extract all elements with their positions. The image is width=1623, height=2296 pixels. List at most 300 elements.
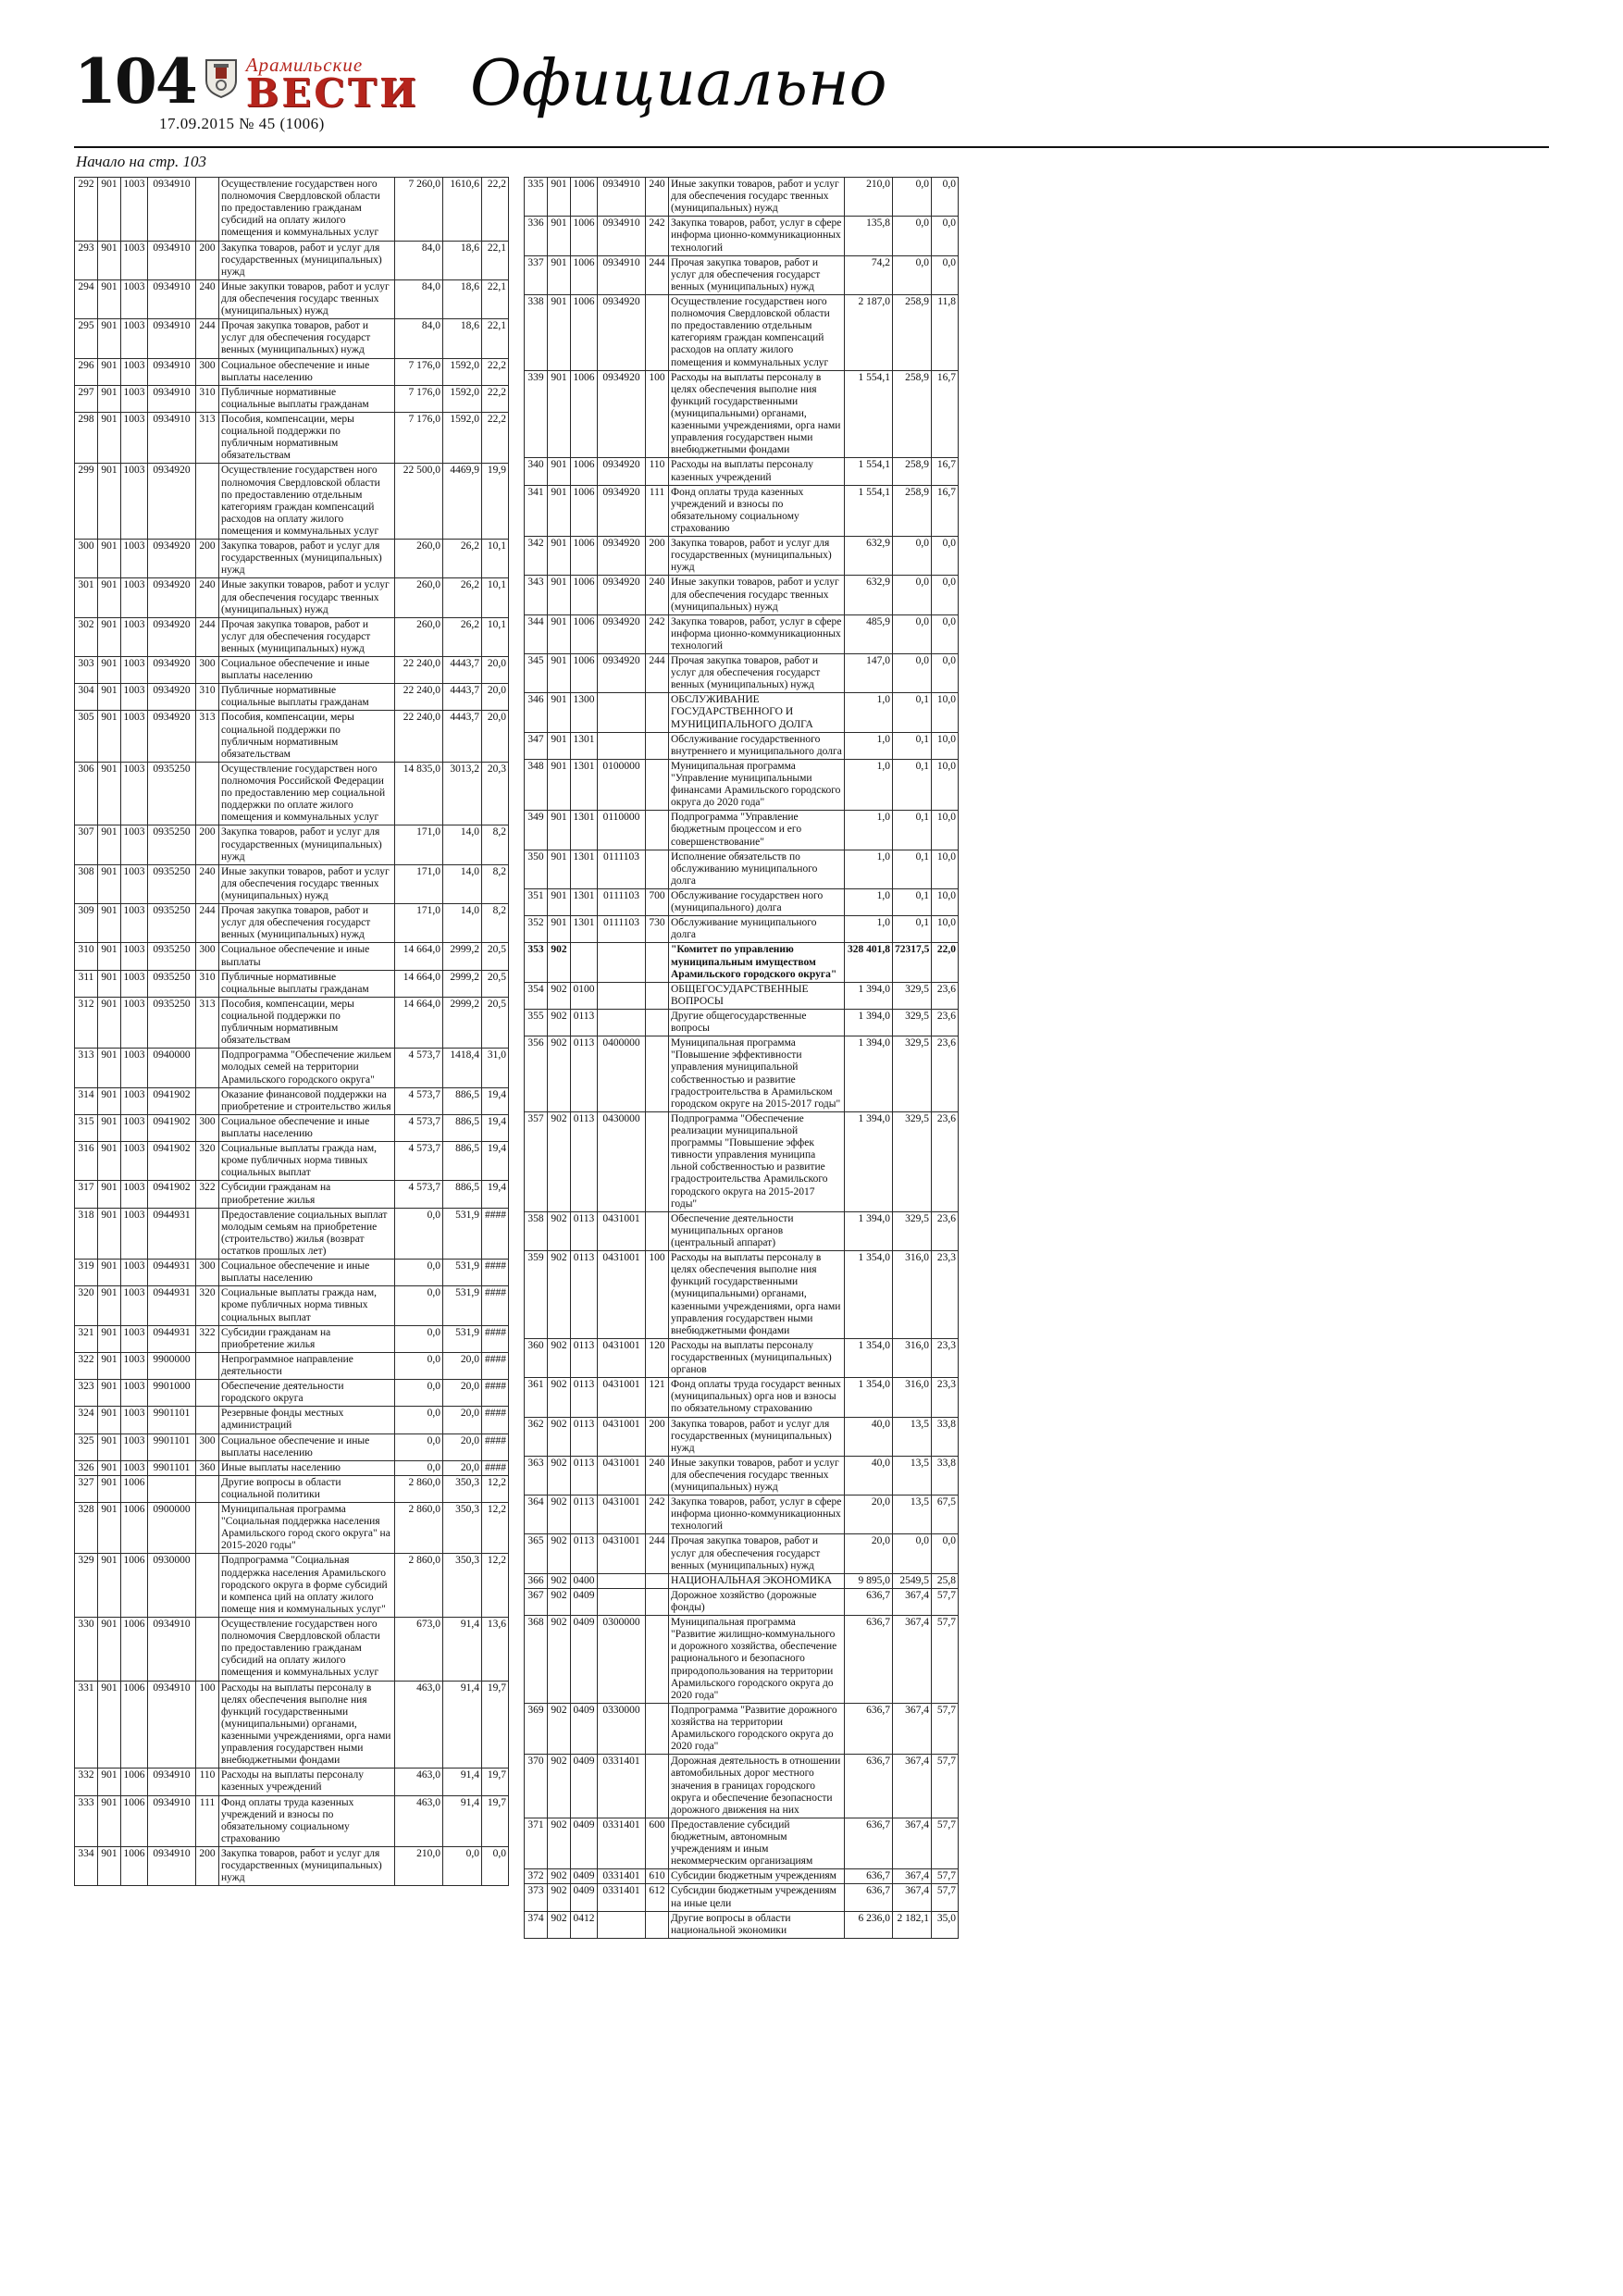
- table-row: [75, 617, 509, 656]
- fact-value-cell: 0,1: [893, 732, 932, 759]
- target-article-cell: 0900000: [148, 1503, 196, 1554]
- section-code-cell: 1003: [121, 762, 148, 825]
- section-code-cell: 1301: [571, 732, 598, 759]
- expense-type-cell: [646, 850, 669, 888]
- table-row: [75, 241, 509, 279]
- grbs-code-cell: 901: [98, 711, 121, 762]
- name-cell: Прочая закупка товаров, работ и услуг для обеспечения государст венных (муниципальных) нужд: [669, 255, 845, 294]
- table-row: [525, 1818, 959, 1868]
- fact-value-cell: 367,4: [893, 1818, 932, 1868]
- row-number-cell: 324: [75, 1407, 98, 1433]
- row-number-cell: 314: [75, 1087, 98, 1114]
- section-code-cell: 1006: [571, 654, 598, 693]
- target-article-cell: 0331401: [598, 1818, 646, 1868]
- percent-cell: 19,7: [482, 1769, 509, 1795]
- row-number-cell: 335: [525, 178, 548, 217]
- name-cell: Социальное обеспечение и иные выплаты: [219, 943, 395, 970]
- fact-value-cell: 0,0: [893, 178, 932, 217]
- target-article-cell: 0934910: [598, 178, 646, 217]
- percent-cell: 57,7: [932, 1703, 959, 1754]
- expense-type-cell: 110: [196, 1769, 219, 1795]
- grbs-code-cell: 901: [98, 1049, 121, 1087]
- percent-cell: 22,1: [482, 241, 509, 279]
- target-article-cell: 0934910: [148, 385, 196, 412]
- table-row: [75, 279, 509, 318]
- row-number-cell: 329: [75, 1554, 98, 1618]
- target-article-cell: 0941902: [148, 1114, 196, 1141]
- percent-cell: 16,7: [932, 485, 959, 536]
- name-cell: Прочая закупка товаров, работ и услуг для обеспечения государст венных (муниципальных) нужд: [219, 617, 395, 656]
- budget-table-right: [524, 177, 959, 1939]
- expense-type-cell: [646, 732, 669, 759]
- name-cell: Осуществление государствен ного полномочия Российской Федерации по предоставлению мер социальной поддержки по оплате жилого помещения и коммунальных услуг: [219, 762, 395, 825]
- fact-value-cell: 2549,5: [893, 1573, 932, 1588]
- target-article-cell: 0944931: [148, 1325, 196, 1352]
- row-number-cell: 368: [525, 1616, 548, 1704]
- row-number-cell: 339: [525, 370, 548, 458]
- name-cell: Фонд оплаты труда казенных учреждений и взносы по обязательному социальному страхованию: [219, 1795, 395, 1846]
- expense-type-cell: 100: [646, 1251, 669, 1339]
- percent-cell: 57,7: [932, 1616, 959, 1704]
- name-cell: НАЦИОНАЛЬНАЯ ЭКОНОМИКА: [669, 1573, 845, 1588]
- plan-value-cell: 632,9: [845, 576, 893, 614]
- fact-value-cell: 20,0: [443, 1352, 482, 1379]
- fact-value-cell: 329,5: [893, 1111, 932, 1211]
- fact-value-cell: 329,5: [893, 1010, 932, 1036]
- grbs-code-cell: 901: [98, 825, 121, 864]
- row-number-cell: 347: [525, 732, 548, 759]
- percent-cell: 19,7: [482, 1795, 509, 1846]
- target-article-cell: [148, 1475, 196, 1502]
- table-row: [525, 576, 959, 614]
- budget-table-left: [74, 177, 509, 1886]
- plan-value-cell: 485,9: [845, 614, 893, 653]
- plan-value-cell: 260,0: [395, 540, 443, 578]
- grbs-code-cell: 901: [548, 537, 571, 576]
- row-number-cell: 366: [525, 1573, 548, 1588]
- target-article-cell: 0934910: [148, 1847, 196, 1886]
- section-code-cell: 0113: [571, 1338, 598, 1377]
- paper-name-big: ВЕСТИ: [245, 70, 419, 116]
- section-code-cell: 1003: [121, 464, 148, 540]
- name-cell: Социальные выплаты гражда нам, кроме публичных норма тивных социальных выплат: [219, 1142, 395, 1181]
- plan-value-cell: 1,0: [845, 889, 893, 916]
- fact-value-cell: 0,1: [893, 889, 932, 916]
- section-code-cell: 1003: [121, 279, 148, 318]
- section-code-cell: 1003: [121, 943, 148, 970]
- grbs-code-cell: 901: [98, 412, 121, 463]
- table-row: [75, 1554, 509, 1618]
- target-article-cell: 0331401: [598, 1755, 646, 1818]
- plan-value-cell: 1,0: [845, 916, 893, 943]
- row-number-cell: 310: [75, 943, 98, 970]
- table-row: [75, 1681, 509, 1769]
- fact-value-cell: 886,5: [443, 1181, 482, 1208]
- section-code-cell: 1006: [571, 485, 598, 536]
- percent-cell: ####: [482, 1208, 509, 1259]
- fact-value-cell: 0,1: [893, 759, 932, 810]
- percent-cell: 23,3: [932, 1378, 959, 1417]
- name-cell: Публичные нормативные социальные выплаты гражданам: [219, 684, 395, 711]
- target-article-cell: [598, 1010, 646, 1036]
- expense-type-cell: [646, 943, 669, 982]
- section-code-cell: 1301: [571, 889, 598, 916]
- expense-type-cell: [646, 1111, 669, 1211]
- fact-value-cell: 367,4: [893, 1869, 932, 1884]
- fact-value-cell: 258,9: [893, 370, 932, 458]
- percent-cell: ####: [482, 1380, 509, 1407]
- row-number-cell: 362: [525, 1417, 548, 1456]
- fact-value-cell: 91,4: [443, 1769, 482, 1795]
- table-row: [75, 1049, 509, 1087]
- expense-type-cell: 700: [646, 889, 669, 916]
- section-code-cell: 0409: [571, 1818, 598, 1868]
- expense-type-cell: [646, 693, 669, 732]
- plan-value-cell: 1 554,1: [845, 458, 893, 485]
- name-cell: Исполнение обязательств по обслуживанию муниципального долга: [669, 850, 845, 888]
- expense-type-cell: 360: [196, 1460, 219, 1475]
- name-cell: Осуществление государствен ного полномочия Свердловской области по предоставлению гражданам субсидий на оплату жилого помещения и коммунальных услуг: [219, 1618, 395, 1682]
- table-row: [525, 1588, 959, 1615]
- expense-type-cell: 244: [646, 1534, 669, 1573]
- section-code-cell: 1003: [121, 1380, 148, 1407]
- target-article-cell: 0431001: [598, 1338, 646, 1377]
- expense-type-cell: 200: [196, 540, 219, 578]
- table-row: [525, 811, 959, 850]
- section-code-cell: 1003: [121, 864, 148, 903]
- name-cell: Иные выплаты населению: [219, 1460, 395, 1475]
- section-code-cell: 1006: [121, 1475, 148, 1502]
- table-row: [75, 358, 509, 385]
- fact-value-cell: 367,4: [893, 1616, 932, 1704]
- fact-value-cell: 20,0: [443, 1380, 482, 1407]
- plan-value-cell: 2 860,0: [395, 1503, 443, 1554]
- table-row: [525, 1534, 959, 1573]
- table-row: [525, 1573, 959, 1588]
- expense-type-cell: 300: [196, 657, 219, 684]
- grbs-code-cell: 902: [548, 1703, 571, 1754]
- target-article-cell: 0110000: [598, 811, 646, 850]
- percent-cell: 57,7: [932, 1588, 959, 1615]
- section-code-cell: 1301: [571, 811, 598, 850]
- grbs-code-cell: 901: [548, 485, 571, 536]
- percent-cell: 23,6: [932, 1211, 959, 1250]
- grbs-code-cell: 902: [548, 1211, 571, 1250]
- percent-cell: 0,0: [932, 654, 959, 693]
- percent-cell: 20,0: [482, 711, 509, 762]
- grbs-code-cell: 901: [548, 294, 571, 370]
- plan-value-cell: 22 240,0: [395, 711, 443, 762]
- table-row: [75, 1352, 509, 1379]
- percent-cell: 10,0: [932, 811, 959, 850]
- percent-cell: 0,0: [932, 614, 959, 653]
- plan-value-cell: 14 835,0: [395, 762, 443, 825]
- target-article-cell: 0935250: [148, 864, 196, 903]
- expense-type-cell: [196, 1475, 219, 1502]
- row-number-cell: 338: [525, 294, 548, 370]
- grbs-code-cell: 902: [548, 1111, 571, 1211]
- expense-type-cell: [646, 1036, 669, 1112]
- plan-value-cell: 463,0: [395, 1795, 443, 1846]
- grbs-code-cell: 901: [98, 1795, 121, 1846]
- expense-type-cell: 240: [646, 178, 669, 217]
- table-row: [525, 370, 959, 458]
- grbs-code-cell: 902: [548, 1588, 571, 1615]
- fact-value-cell: 18,6: [443, 279, 482, 318]
- row-number-cell: 340: [525, 458, 548, 485]
- fact-value-cell: 350,3: [443, 1554, 482, 1618]
- target-article-cell: 0400000: [598, 1036, 646, 1112]
- row-number-cell: 308: [75, 864, 98, 903]
- fact-value-cell: 91,4: [443, 1681, 482, 1769]
- row-number-cell: 371: [525, 1818, 548, 1868]
- section-code-cell: 0409: [571, 1588, 598, 1615]
- fact-value-cell: 4469,9: [443, 464, 482, 540]
- target-article-cell: 0431001: [598, 1417, 646, 1456]
- section-code-cell: 1300: [571, 693, 598, 732]
- table-row: [525, 943, 959, 982]
- target-article-cell: 0111103: [598, 850, 646, 888]
- section-code-cell: 0113: [571, 1111, 598, 1211]
- percent-cell: 22,2: [482, 358, 509, 385]
- plan-value-cell: 171,0: [395, 864, 443, 903]
- plan-value-cell: 463,0: [395, 1769, 443, 1795]
- plan-value-cell: 1 394,0: [845, 982, 893, 1009]
- row-number-cell: 303: [75, 657, 98, 684]
- target-article-cell: 0100000: [598, 759, 646, 810]
- target-article-cell: 0934910: [148, 358, 196, 385]
- name-cell: Пособия, компенсации, меры социальной поддержки по публичным нормативным обязательствам: [219, 412, 395, 463]
- name-cell: Субсидии бюджетным учреждениям на иные цели: [669, 1884, 845, 1911]
- target-article-cell: 0934910: [148, 412, 196, 463]
- section-code-cell: 1003: [121, 241, 148, 279]
- row-number-cell: 305: [75, 711, 98, 762]
- name-cell: Резервные фонды местных администраций: [219, 1407, 395, 1433]
- row-number-cell: 306: [75, 762, 98, 825]
- table-row: [525, 1755, 959, 1818]
- section-code-cell: 1003: [121, 904, 148, 943]
- plan-value-cell: 1,0: [845, 850, 893, 888]
- plan-value-cell: 1,0: [845, 693, 893, 732]
- percent-cell: 16,7: [932, 370, 959, 458]
- percent-cell: 19,7: [482, 1681, 509, 1769]
- target-article-cell: 0935250: [148, 970, 196, 997]
- table-row: [525, 732, 959, 759]
- target-article-cell: 0934920: [148, 617, 196, 656]
- expense-type-cell: 322: [196, 1325, 219, 1352]
- name-cell: Публичные нормативные социальные выплаты гражданам: [219, 970, 395, 997]
- plan-value-cell: 210,0: [845, 178, 893, 217]
- grbs-code-cell: 901: [548, 759, 571, 810]
- expense-type-cell: [646, 811, 669, 850]
- name-cell: Подпрограмма "Управление бюджетным процессом и его совершенствование": [669, 811, 845, 850]
- fact-value-cell: 26,2: [443, 578, 482, 617]
- plan-value-cell: 6 236,0: [845, 1911, 893, 1938]
- name-cell: Подпрограмма "Обеспечение жильем молодых семей на территории Арамильского городского округа": [219, 1049, 395, 1087]
- grbs-code-cell: 901: [98, 1087, 121, 1114]
- percent-cell: 57,7: [932, 1755, 959, 1818]
- section-code-cell: 0113: [571, 1211, 598, 1250]
- expense-type-cell: [646, 1911, 669, 1938]
- fact-value-cell: 0,1: [893, 811, 932, 850]
- section-code-cell: 0113: [571, 1456, 598, 1495]
- row-number-cell: 328: [75, 1503, 98, 1554]
- grbs-code-cell: 902: [548, 1616, 571, 1704]
- plan-value-cell: 1 354,0: [845, 1251, 893, 1339]
- table-row: [75, 1286, 509, 1325]
- name-cell: ОБСЛУЖИВАНИЕ ГОСУДАРСТВЕННОГО И МУНИЦИПАЛЬНОГО ДОЛГА: [669, 693, 845, 732]
- name-cell: Пособия, компенсации, меры социальной поддержки по публичным нормативным обязательствам: [219, 711, 395, 762]
- name-cell: Социальное обеспечение и иные выплаты населению: [219, 657, 395, 684]
- row-number-cell: 367: [525, 1588, 548, 1615]
- plan-value-cell: 4 573,7: [395, 1142, 443, 1181]
- section-code-cell: 1003: [121, 1460, 148, 1475]
- table-row: [75, 970, 509, 997]
- section-code-cell: 0409: [571, 1703, 598, 1754]
- target-article-cell: 0431001: [598, 1534, 646, 1573]
- grbs-code-cell: 901: [548, 614, 571, 653]
- section-code-cell: 1003: [121, 1286, 148, 1325]
- grbs-code-cell: 901: [98, 1847, 121, 1886]
- section-code-cell: 1006: [121, 1554, 148, 1618]
- grbs-code-cell: 902: [548, 1534, 571, 1573]
- plan-value-cell: 14 664,0: [395, 970, 443, 997]
- percent-cell: ####: [482, 1460, 509, 1475]
- plan-value-cell: 135,8: [845, 217, 893, 255]
- table-row: [75, 1618, 509, 1682]
- expense-type-cell: [196, 464, 219, 540]
- grbs-code-cell: 901: [548, 889, 571, 916]
- expense-type-cell: 240: [646, 576, 669, 614]
- expense-type-cell: 610: [646, 1869, 669, 1884]
- row-number-cell: 297: [75, 385, 98, 412]
- grbs-code-cell: 901: [548, 916, 571, 943]
- table-row: [525, 255, 959, 294]
- target-article-cell: 0431001: [598, 1496, 646, 1534]
- section-code-cell: 1006: [121, 1618, 148, 1682]
- grbs-code-cell: 901: [98, 241, 121, 279]
- expense-type-cell: 200: [646, 537, 669, 576]
- target-article-cell: 0330000: [598, 1703, 646, 1754]
- plan-value-cell: 14 664,0: [395, 997, 443, 1048]
- expense-type-cell: 313: [196, 711, 219, 762]
- name-cell: Обслуживание государственного внутреннего и муниципального долга: [669, 732, 845, 759]
- expense-type-cell: 100: [646, 370, 669, 458]
- plan-value-cell: 20,0: [845, 1534, 893, 1573]
- target-article-cell: 0935250: [148, 943, 196, 970]
- plan-value-cell: 40,0: [845, 1417, 893, 1456]
- plan-value-cell: 7 176,0: [395, 412, 443, 463]
- expense-type-cell: [196, 178, 219, 242]
- table-row: [525, 217, 959, 255]
- plan-value-cell: 0,0: [395, 1460, 443, 1475]
- target-article-cell: [598, 1588, 646, 1615]
- fact-value-cell: 4443,7: [443, 684, 482, 711]
- fact-value-cell: 1592,0: [443, 358, 482, 385]
- target-article-cell: 0331401: [598, 1869, 646, 1884]
- grbs-code-cell: 901: [98, 657, 121, 684]
- row-number-cell: 320: [75, 1286, 98, 1325]
- paper-name-small: Арамильские: [245, 54, 364, 76]
- expense-type-cell: 730: [646, 916, 669, 943]
- name-cell: Субсидии бюджетным учреждениям: [669, 1869, 845, 1884]
- section-title: Официально: [470, 47, 887, 120]
- fact-value-cell: 367,4: [893, 1755, 932, 1818]
- name-cell: "Комитет по управлению муниципальным имуществом Арамильского городского округа": [669, 943, 845, 982]
- name-cell: Закупка товаров, работ и услуг для государственных (муниципальных) нужд: [219, 241, 395, 279]
- grbs-code-cell: 902: [548, 1573, 571, 1588]
- name-cell: Закупка товаров, работ, услуг в сфере информа ционно-коммуникационных технологий: [669, 1496, 845, 1534]
- section-code-cell: 0113: [571, 1251, 598, 1339]
- expense-type-cell: 242: [646, 217, 669, 255]
- target-article-cell: 0934920: [148, 540, 196, 578]
- target-article-cell: [598, 943, 646, 982]
- newspaper-logo: [74, 45, 419, 133]
- grbs-code-cell: 901: [98, 1460, 121, 1475]
- table-row: [525, 537, 959, 576]
- row-number-cell: 312: [75, 997, 98, 1048]
- percent-cell: 10,0: [932, 916, 959, 943]
- name-cell: Иные закупки товаров, работ и услуг для обеспечения государс твенных (муниципальных) нужд: [669, 1456, 845, 1495]
- target-article-cell: [598, 732, 646, 759]
- coat-of-arms-icon: [204, 57, 239, 105]
- name-cell: Социальное обеспечение и иные выплаты населению: [219, 358, 395, 385]
- plan-value-cell: 0,0: [395, 1433, 443, 1460]
- expense-type-cell: 244: [196, 319, 219, 358]
- expense-type-cell: 200: [196, 241, 219, 279]
- grbs-code-cell: 901: [98, 864, 121, 903]
- grbs-code-cell: 901: [98, 578, 121, 617]
- row-number-cell: 323: [75, 1380, 98, 1407]
- name-cell: Иные закупки товаров, работ и услуг для обеспечения государс твенных (муниципальных) нужд: [669, 178, 845, 217]
- target-article-cell: 0935250: [148, 825, 196, 864]
- grbs-code-cell: 901: [548, 693, 571, 732]
- row-number-cell: 349: [525, 811, 548, 850]
- table-row: [75, 1407, 509, 1433]
- grbs-code-cell: 901: [548, 654, 571, 693]
- section-code-cell: 1003: [121, 1352, 148, 1379]
- row-number-cell: 311: [75, 970, 98, 997]
- expense-type-cell: 313: [196, 412, 219, 463]
- row-number-cell: 348: [525, 759, 548, 810]
- section-code-cell: 0113: [571, 1496, 598, 1534]
- fact-value-cell: 2 182,1: [893, 1911, 932, 1938]
- table-row: [75, 1475, 509, 1502]
- grbs-code-cell: 901: [98, 385, 121, 412]
- target-article-cell: 0934910: [148, 241, 196, 279]
- grbs-code-cell: 901: [98, 762, 121, 825]
- target-article-cell: [598, 982, 646, 1009]
- target-article-cell: 0934920: [598, 614, 646, 653]
- name-cell: Осуществление государствен ного полномочия Свердловской области по предоставлению отдельным категориям граждан компенсаций расходов на оплату жилого помещения и коммунальных услуг: [219, 464, 395, 540]
- plan-value-cell: 7 176,0: [395, 385, 443, 412]
- fact-value-cell: 0,0: [893, 1534, 932, 1573]
- percent-cell: ####: [482, 1407, 509, 1433]
- grbs-code-cell: 901: [98, 1380, 121, 1407]
- target-article-cell: 9901101: [148, 1407, 196, 1433]
- plan-value-cell: 4 573,7: [395, 1049, 443, 1087]
- plan-value-cell: 40,0: [845, 1456, 893, 1495]
- fact-value-cell: 4443,7: [443, 657, 482, 684]
- name-cell: Социальное обеспечение и иные выплаты населению: [219, 1260, 395, 1286]
- plan-value-cell: 636,7: [845, 1884, 893, 1911]
- plan-value-cell: 260,0: [395, 617, 443, 656]
- expense-type-cell: 244: [646, 654, 669, 693]
- table-row: [525, 982, 959, 1009]
- row-number-cell: 309: [75, 904, 98, 943]
- target-article-cell: 0431001: [598, 1251, 646, 1339]
- percent-cell: 23,6: [932, 1036, 959, 1112]
